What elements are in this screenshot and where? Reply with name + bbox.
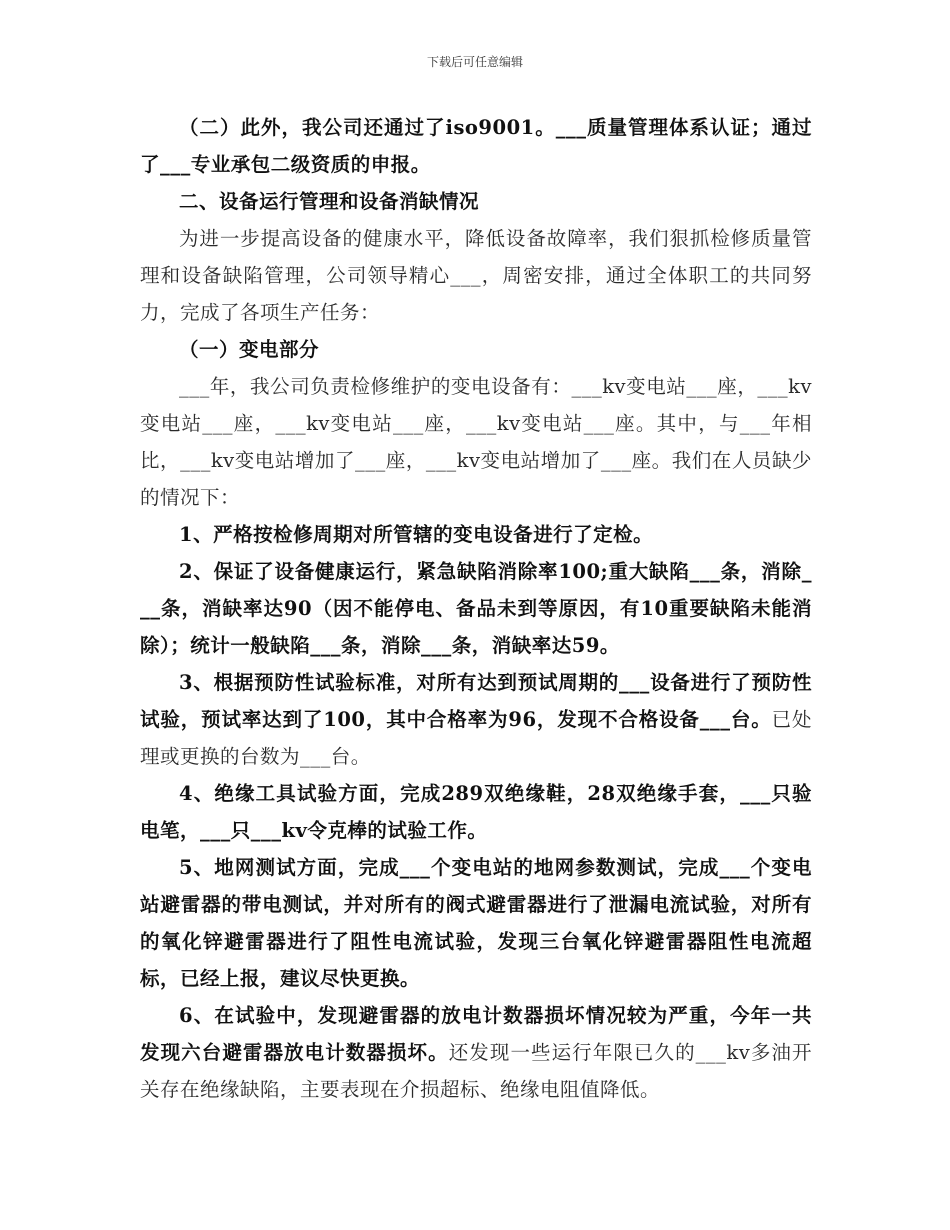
subsection-heading-substation: （一）变电部分 [179, 338, 320, 361]
list-item-3-light-text: 已处理或更换的台数为___台。 [140, 708, 812, 768]
paragraph-intro-maintenance: 为进一步提高设备的健康水平，降低设备故障率，我们狠抓检修质量管理和设备缺陷管理，公司领导精心___，周密安排，通过全体职工的共同努力，完成了各项生产任务： [140, 227, 812, 324]
list-item-3-bold-text: 3、根据预防性试验标准，对所有达到预试周期的___设备进行了预防性试验，预试率达到了100，其中合格率为96，发现不合格设备___台。 [140, 671, 812, 731]
list-item-3-preventive-test [140, 664, 812, 775]
paragraph-substation-inventory: ___年，我公司负责检修维护的变电设备有：___kv变电站___座，___kv变电站___座，___kv变电站___座，___kv变电站___座。其中，与___年相比，___kv变电站增加了___座，___kv变电站增加了___座。我们在人员缺少的情况下： [140, 375, 812, 509]
paragraph-iso-certification: （二）此外，我公司还通过了iso9001。___质量管理体系认证；通过了___专业承包二级资质的申报。 [140, 116, 812, 176]
list-item-6-bold-text: 6、在试验中，发现避雷器的放电计数器损坏情况较为严重，今年一共发现六台避雷器放电计数器损坏。 [140, 1004, 812, 1064]
list-item-5-grounding-test: 5、地网测试方面，完成___个变电站的地网参数测试，完成___个变电站避雷器的带电测试，并对所有的阀式避雷器进行了泄漏电流试验，对所有的氧化锌避雷器进行了阻性电流试验，发现三台氧化锌避雷器阻性电流超标，已经上报，建议尽快更换。 [140, 856, 812, 990]
list-item-6-arrester-counter [140, 997, 812, 1108]
section-heading-equipment-management: 二、设备运行管理和设备消缺情况 [179, 190, 480, 213]
list-item-1-inspection: 1、严格按检修周期对所管辖的变电设备进行了定检。 [179, 523, 654, 546]
list-item-6-light-text: 还发现一些运行年限已久的___kv多油开关存在绝缘缺陷，主要表现在介损超标、绝缘电阻值降低。 [140, 1041, 812, 1101]
list-item-2-defect-elimination: 2、保证了设备健康运行，紧急缺陷消除率100;重大缺陷___条，消除___条，消缺率达90（因不能停电、备品未到等原因，有10重要缺陷未能消除）；统计一般缺陷___条，消除___条，消缺率达59。 [140, 560, 812, 657]
page-header-note: 下载后可任意编辑 [426, 55, 523, 69]
document-body [140, 109, 812, 1108]
list-item-4-insulation-tools: 4、绝缘工具试验方面，完成289双绝缘鞋，28双绝缘手套，___只验电笔，___只___kv令克棒的试验工作。 [140, 782, 812, 842]
